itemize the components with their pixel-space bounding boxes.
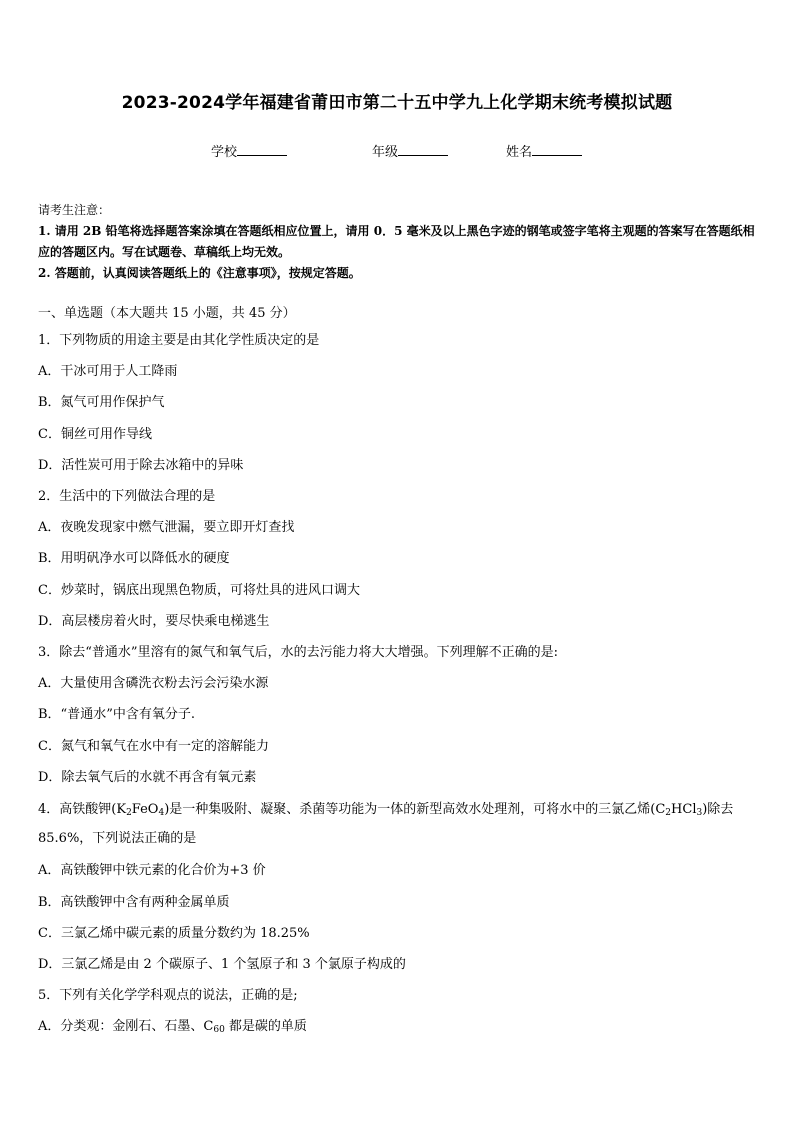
q4-stem-part: 4．高铁酸钾(K — [38, 802, 127, 817]
question-4-option-d: D．三氯乙烯是由 2 个碳原子、1 个氢原子和 3 个氯原子构成的 — [38, 957, 406, 972]
question-2-option-b: B．用明矾净水可以降低水的硬度 — [38, 551, 230, 566]
q5a-part: A．分类观：金刚石、石墨、C — [38, 1019, 214, 1034]
question-1-option-d: D．活性炭可用于除去冰箱中的异味 — [38, 458, 244, 473]
question-4-option-c: C．三氯乙烯中碳元素的质量分数约为 18.25% — [38, 926, 310, 941]
question-2-stem: 2．生活中的下列做法合理的是 — [38, 489, 216, 504]
q4-stem-part: )是一种集吸附、凝聚、杀菌等功能为一体的新型高效水处理剂，可将水中的三氯乙烯(C — [164, 802, 666, 817]
name-field — [506, 141, 582, 160]
q4-sub: 4 — [158, 808, 165, 818]
q4-sub: 2 — [126, 808, 132, 818]
school-label: 学校 — [211, 145, 238, 160]
q5a-sub: 60 — [213, 1025, 225, 1035]
school-field — [211, 141, 287, 160]
question-1-option-b: B．氮气可用作保护气 — [38, 395, 165, 410]
question-3-option-b: B．“普通水”中含有氧分子. — [38, 707, 195, 722]
q4-sub: 2 — [665, 808, 672, 818]
notice-heading: 请考生注意： — [38, 203, 111, 217]
q4-stem-part: HCl — [671, 802, 697, 817]
question-5-option-a — [38, 1017, 758, 1037]
q5a-part: 都是碳的单质 — [224, 1019, 307, 1034]
q4-stem-part: )除去 85.6%，下列说法正确的是 — [38, 802, 734, 846]
question-3-stem: 3．除去“普通水”里溶有的氮气和氧气后，水的去污能力将大大增强。下列理解不正确的是: — [38, 645, 558, 660]
q4-sub: 3 — [696, 808, 703, 818]
question-2-option-c: C．炒菜时，锅底出现黑色物质，可将灶具的进风口调大 — [38, 583, 360, 598]
notice-block — [38, 200, 760, 284]
grade-blank[interactable] — [398, 143, 448, 156]
question-3-option-d: D．除去氧气后的水就不再含有氧元素 — [38, 770, 257, 785]
section-heading: 一、单选题（本大题共 15 小题，共 45 分） — [38, 306, 296, 321]
question-2-option-a: A．夜晚发现家中燃气泄漏，要立即开灯查找 — [38, 520, 295, 535]
question-1-stem: 1．下列物质的用途主要是由其化学性质决定的是 — [38, 333, 320, 348]
question-2-option-d: D．高层楼房着火时，要尽快乘电梯逃生 — [38, 614, 270, 629]
question-3-option-a: A．大量使用含磷洗衣粉去污会污染水源 — [38, 676, 269, 691]
question-3-option-c: C．氮气和氧气在水中有一定的溶解能力 — [38, 739, 269, 754]
question-1-option-c: C．铜丝可用作导线 — [38, 427, 152, 442]
question-1-option-a: A．干冰可用于人工降雨 — [38, 364, 178, 379]
question-4-stem — [38, 795, 758, 853]
name-blank[interactable] — [532, 143, 582, 156]
grade-field — [372, 141, 448, 160]
name-label: 姓名 — [506, 145, 533, 160]
grade-label: 年级 — [372, 145, 399, 160]
q4-stem-part: FeO — [131, 802, 159, 817]
question-4-option-a: A．高铁酸钾中铁元素的化合价为+3 价 — [38, 863, 266, 878]
notice-item-1: 1. 请用 2B 铅笔将选择题答案涂填在答题纸相应位置上，请用 0．5 毫米及以上黑色字迹的钢笔或签字笔将主观题的答案写在答题纸相应的答题区内。写在试题卷、草稿纸上均无效。 — [38, 224, 755, 259]
school-blank[interactable] — [237, 143, 287, 156]
notice-item-2: 2. 答题前，认真阅读答题纸上的《注意事项》，按规定答题。 — [38, 266, 361, 280]
question-4-option-b: B．高铁酸钾中含有两种金属单质 — [38, 895, 230, 910]
question-5-stem: 5．下列有关化学学科观点的说法，正确的是; — [38, 988, 298, 1003]
page-title: 2023-2024学年福建省莆田市第二十五中学九上化学期末统考模拟试题 — [121, 93, 673, 113]
